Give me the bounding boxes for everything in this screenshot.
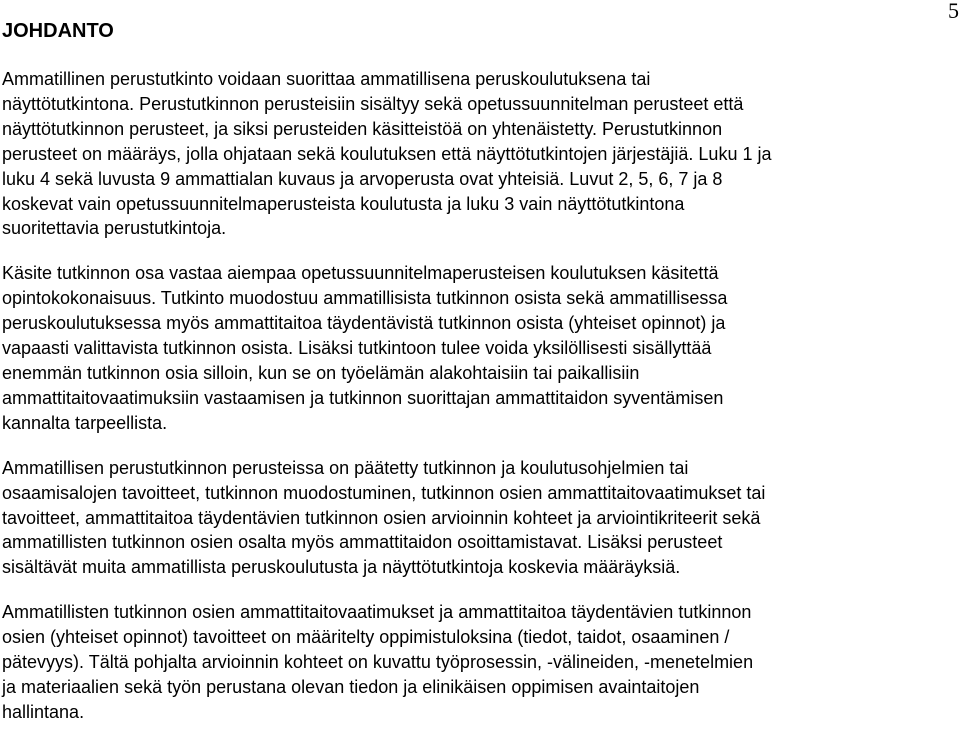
body-text bbox=[2, 67, 942, 745]
paragraph-ammattitaitovaatimukset: Ammatillisten tutkinnon osien ammattitaitovaatimukset ja ammattitaitoa täydentävien tutkinnon osien (yhteiset opinnot) tavoitteet on määritelty oppimistuloksina (tiedot, taidot, osaaminen / pätevyys). Tältä pohjalta arvioinnin kohteet on kuvattu työprosessin, -välineiden, -menetelmien ja materiaalien sekä työn perustana olevan tiedon ja elinikäisen oppimisen avaintaitojen hallintana. bbox=[2, 602, 754, 722]
paragraph-perusteet: Ammatillisen perustutkinnon perusteissa on päätetty tutkinnon ja koulutusohjelmien tai osaamisalojen tavoitteet, tutkinnon muodostuminen, tutkinnon osien ammattitaitovaatimukset tai tavoitteet, ammattitaitoa täydentävien tutkinnon osien arvioinnin kohteet ja arviointikriteerit sekä ammatillisten tutkinnon osien osalta myös ammattitaidon osoittamistavat. Lisäksi perusteet sisältävät muita ammatillista peruskoulutusta ja näyttötutkintoja koskevia määräyksiä. bbox=[2, 457, 766, 578]
paragraph-tutkinnon-osa: Käsite tutkinnon osa vastaa aiempaa opetussuunnitelmaperusteisen koulutuksen käsitettä opintokokonaisuus. Tutkinto muodostuu ammatillisista tutkinnon osista sekä ammatillisessa peruskoulutuksessa myös ammattitaitoa täydentävistä tutkinnon osista (yhteiset opinnot) ja vapaasti valittavista tutkinnon osista. Lisäksi tutkintoon tulee voida yksilöllisesti sisällyttää enemmän tutkinnon osia silloin, kun se on työelämän alakohtaisiin tai paikallisiin ammattitaitovaatimuksiin vastaamisen ja tutkinnon suorittajan ammattitaidon syventämisen kannalta tarpeellista. bbox=[2, 263, 728, 433]
paragraph-intro: Ammatillinen perustutkinto voidaan suorittaa ammatillisena peruskoulutuksena tai näyttötutkintona. Perustutkinnon perusteisiin sisältyy sekä opetussuunnitelman perusteet että näyttötutkinnon perusteet, ja siksi perusteiden käsitteistöä on yhtenäistetty. Perustutkinnon perusteet on määräys, jolla ohjataan sekä koulutuksen että näyttötutkintojen järjestäjiä. Luku 1 ja luku 4 sekä luvusta 9 ammattialan kuvaus ja arvoperusta ovat yhteisiä. Luvut 2, 5, 6, 7 ja 8 koskevat vain opetussuunnitelmaperusteista koulutusta ja luku 3 vain näyttötutkintona suoritettavia perustutkintoja. bbox=[2, 69, 772, 239]
page-number: 5 bbox=[948, 0, 959, 23]
section-heading: JOHDANTO bbox=[2, 20, 114, 42]
